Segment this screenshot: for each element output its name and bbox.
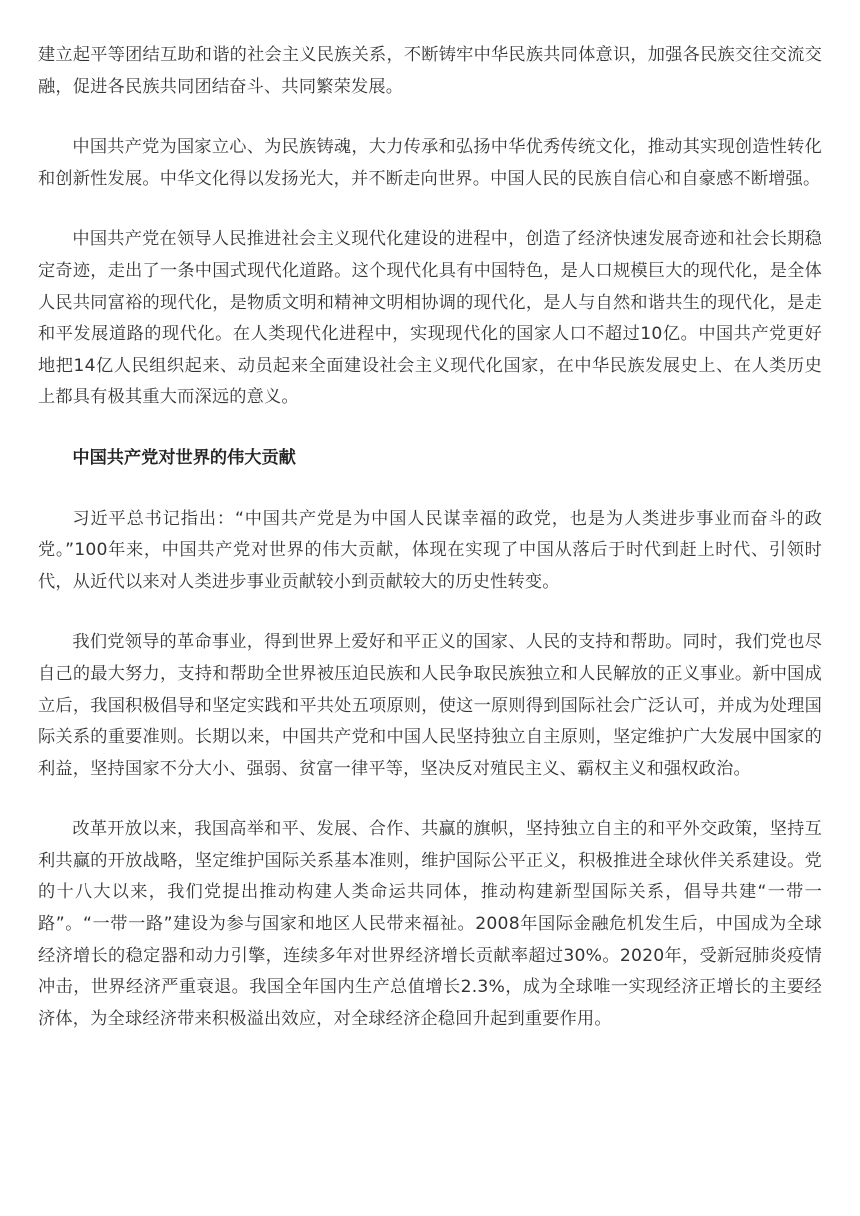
section-heading: 中国共产党对世界的伟大贡献 (72, 447, 296, 468)
article-paragraph: 改革开放以来，我国高举和平、发展、合作、共赢的旗帜，坚持独立自主的和平外交政策，坚持互利共赢的开放战略，坚定维护国际关系基本准则，维护国际公平正义，积极推进全球伙伴关系建设。党的十八大以来，我们党提出推动构建人类命运共同体，推动构建新型国际关系，倡导共建“一带一路”。“一带一路”建设为参与国家和地区人民带来福祉。2008年国际金融危机发生后，中国成为全球经济增长的稳定器和动力引擎，连续多年对世界经济增长贡献率超过30%。2020年，受新冠肺炎疫情冲击，世界经济严重衰退。我国全年国内生产总值增长2.3%，成为全球唯一实现经济正增长的主要经济体，为全球经济带来积极溢出效应，对全球经济企稳回升起到重要作用。 (38, 819, 822, 1029)
article-paragraph-continued: 建立起平等团结互助和谐的社会主义民族关系，不断铸牢中华民族共同体意识，加强各民族交往交流交融，促进各民族共同团结奋斗、共同繁荣发展。 (38, 45, 822, 97)
article-paragraph: 中国共产党为国家立心、为民族铸魂，大力传承和弘扬中华优秀传统文化，推动其实现创造性转化和创新性发展。中华文化得以发扬光大，并不断走向世界。中国人民的民族自信心和自豪感不断增强。 (38, 137, 822, 189)
article-body (38, 0, 822, 1035)
article-paragraph: 中国共产党在领导人民推进社会主义现代化建设的进程中，创造了经济快速发展奇迹和社会长期稳定奇迹，走出了一条中国式现代化道路。这个现代化具有中国特色，是人口规模巨大的现代化，是全体人民共同富裕的现代化，是物质文明和精神文明相协调的现代化，是人与自然和谐共生的现代化，是走和平发展道路的现代化。在人类现代化进程中，实现现代化的国家人口不超过10亿。中国共产党更好地把14亿人民组织起来、动员起来全面建设社会主义现代化国家，在中华民族发展史上、在人类历史上都具有极其重大而深远的意义。 (38, 229, 822, 408)
article-paragraph: 我们党领导的革命事业，得到世界上爱好和平正义的国家、人民的支持和帮助。同时，我们党也尽自己的最大努力，支持和帮助全世界被压迫民族和人民争取民族独立和人民解放的正义事业。新中国成立后，我国积极倡导和坚定实践和平共处五项原则，使这一原则得到国际社会广泛认可，并成为处理国际关系的重要准则。长期以来，中国共产党和中国人民坚持独立自主原则，坚定维护广大发展中国家的利益，坚持国家不分大小、强弱、贫富一律平等，坚决反对殖民主义、霸权主义和强权政治。 (38, 632, 822, 779)
article-paragraph: 习近平总书记指出：“中国共产党是为中国人民谋幸福的政党，也是为人类进步事业而奋斗的政党。”100年来，中国共产党对世界的伟大贡献，体现在实现了中国从落后于时代到赶上时代、引领时代，从近代以来对人类进步事业贡献较小到贡献较大的历史性转变。 (38, 508, 822, 592)
